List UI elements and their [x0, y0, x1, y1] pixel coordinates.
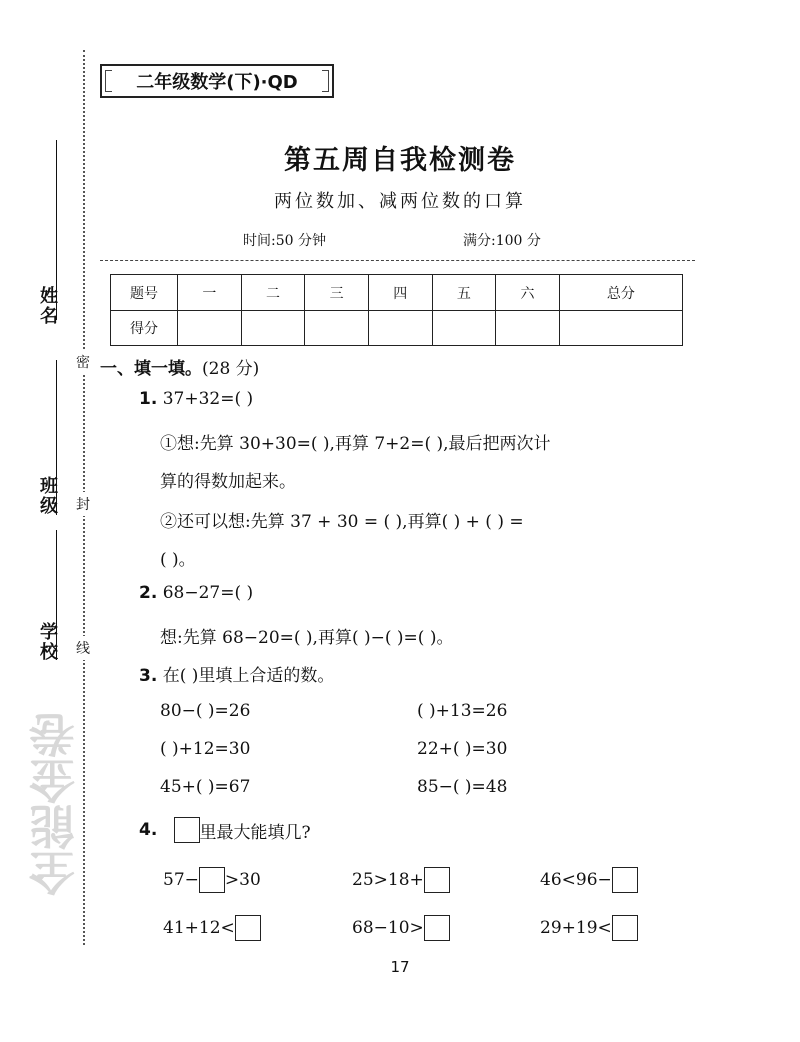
score-table [110, 274, 683, 346]
question-3 [139, 661, 334, 686]
score-header-cell: 六 [496, 275, 560, 311]
name-label: 姓名 [37, 286, 58, 326]
q3-item: 45+( )=67 [160, 777, 251, 797]
seal-char-feng: 封 [76, 492, 90, 516]
header-separator [100, 260, 695, 261]
score-header-cell: 五 [432, 275, 496, 311]
grade-banner [100, 64, 334, 98]
question-text: 里最大能填几? [199, 822, 311, 843]
question-2 [139, 583, 253, 603]
grade-banner-text: 二年级数学(下)·QD [136, 72, 298, 93]
question-number: 4. [139, 820, 158, 840]
question-number: 1. [139, 389, 158, 409]
question-text: 在( )里填上合适的数。 [162, 666, 335, 686]
score-header-cell: 题号 [111, 275, 178, 311]
answer-box[interactable] [612, 867, 638, 893]
answer-box[interactable] [424, 867, 450, 893]
score-row-label: 得分 [111, 311, 178, 346]
question-number: 3. [139, 666, 158, 686]
score-table-score-row [111, 311, 683, 346]
section-heading [100, 354, 259, 379]
q3-item: 80−( )=26 [160, 701, 251, 721]
score-cell[interactable] [241, 311, 305, 346]
q4-item [163, 915, 261, 941]
school-label: 学校 [37, 622, 58, 662]
answer-box[interactable] [174, 817, 200, 843]
q4-item [352, 867, 450, 893]
score-cell[interactable] [496, 311, 560, 346]
score-cell[interactable] [432, 311, 496, 346]
q4-item-suffix: >30 [224, 870, 261, 890]
seal-char-xian: 线 [76, 636, 90, 660]
page-subtitle: 两位数加、减两位数的口算 [274, 191, 526, 212]
q4-item-prefix: 29+19< [540, 918, 612, 938]
page-number: 17 [390, 958, 410, 976]
score-cell[interactable] [305, 311, 369, 346]
answer-box[interactable] [199, 867, 225, 893]
answer-box[interactable] [612, 915, 638, 941]
question-text: 68−27=( ) [162, 583, 254, 603]
time-limit: 时间:50 分钟 [243, 233, 326, 249]
answer-box[interactable] [235, 915, 261, 941]
q4-item-prefix: 25>18+ [352, 870, 424, 890]
q1-hint-2b: ( )。 [160, 550, 196, 570]
answer-box[interactable] [424, 915, 450, 941]
q4-item [163, 867, 261, 893]
class-label: 班级 [37, 476, 58, 516]
question-number: 2. [139, 583, 158, 603]
brand-watermark: 全能金卷 [28, 712, 82, 896]
score-header-cell: 四 [368, 275, 432, 311]
q4-item [352, 915, 450, 941]
q1-hint-2: ②还可以想:先算 37 + 30 = ( ),再算( ) + ( ) = [160, 512, 524, 532]
full-score: 满分:100 分 [463, 233, 541, 249]
q1-hint-1: ①想:先算 30+30=( ),再算 7+2=( ),最后把两次计 [160, 434, 551, 454]
score-header-cell: 二 [241, 275, 305, 311]
question-1 [139, 389, 253, 409]
q3-item: ( )+13=26 [417, 701, 508, 721]
q4-item-prefix: 68−10> [352, 918, 424, 938]
score-header-cell: 三 [305, 275, 369, 311]
section-title: 一、填一填。 [100, 359, 202, 379]
question-4 [139, 817, 311, 843]
score-table-header-row [111, 275, 683, 311]
score-cell[interactable] [368, 311, 432, 346]
section-points: (28 分) [202, 359, 260, 379]
question-text: 37+32=( ) [162, 389, 254, 409]
q4-item [540, 915, 638, 941]
score-cell[interactable] [559, 311, 682, 346]
seal-char-mi: 密 [76, 350, 90, 374]
q3-item: 22+( )=30 [417, 739, 508, 759]
q1-hint-1b: 算的得数加起来。 [160, 472, 296, 492]
q2-hint: 想:先算 68−20=( ),再算( )−( )=( )。 [160, 628, 454, 648]
page-title: 第五周自我检测卷 [284, 145, 516, 176]
score-header-cell: 一 [178, 275, 242, 311]
q4-item [540, 867, 638, 893]
q3-item: 85−( )=48 [417, 777, 508, 797]
q4-item-prefix: 46<96− [540, 870, 612, 890]
q3-item: ( )+12=30 [160, 739, 251, 759]
score-header-cell: 总分 [559, 275, 682, 311]
q4-item-prefix: 41+12< [163, 918, 235, 938]
q4-item-prefix: 57− [163, 870, 199, 890]
score-cell[interactable] [178, 311, 242, 346]
